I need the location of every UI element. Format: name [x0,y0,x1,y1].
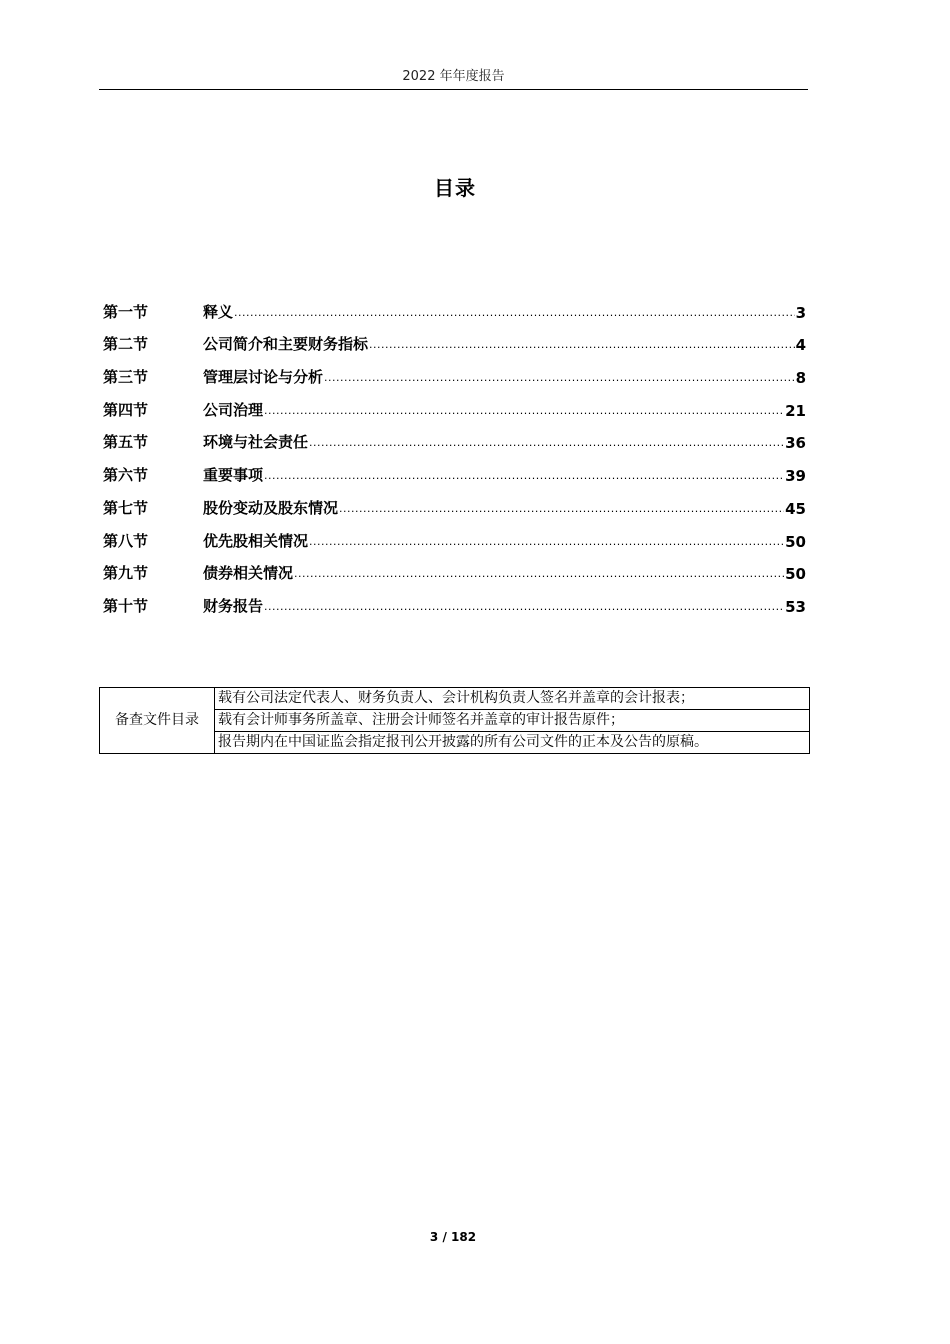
toc-section-number: 第三节 [103,368,149,387]
page-header [99,64,808,90]
toc-section-title: 公司简介和主要财务指标 [203,335,369,354]
toc-leader-dots [309,535,784,548]
toc-section-number: 第二节 [103,335,149,354]
toc-section-number: 第一节 [103,302,149,321]
toc-entry[interactable] [103,387,806,420]
toc-leader-dots [369,338,795,351]
toc-leader-dots [294,567,784,580]
toc-page-number: 39 [785,467,806,486]
toc-section-title: 释义 [203,302,234,321]
toc-section-number: 第四节 [103,400,149,419]
toc-page-number: 4 [795,336,806,355]
toc-section-title: 财务报告 [203,596,264,615]
toc-page-number: 53 [785,597,806,616]
toc-section-number: 第九节 [103,564,149,583]
toc-section-title: 股份变动及股东情况 [203,498,339,517]
toc-leader-dots [309,436,784,449]
toc-entry[interactable] [103,583,806,616]
toc-section-number: 第六节 [103,466,149,485]
reference-document-item: 载有会计师事务所盖章、注册会计师签名并盖章的审计报告原件； [215,710,810,732]
toc-section-number: 第八节 [103,531,149,550]
reference-document-item: 报告期内在中国证监会指定报刊公开披露的所有公司文件的正本及公告的原稿。 [215,732,810,754]
toc-leader-dots [324,371,795,384]
toc-page-number: 3 [795,303,806,322]
table-row [100,688,810,710]
toc-leader-dots [264,600,784,613]
toc-page-number: 50 [785,532,806,551]
toc-section-number: 第十节 [103,596,149,615]
toc-entry[interactable] [103,518,806,551]
toc-section-number: 第七节 [103,498,149,517]
toc-section-title: 管理层讨论与分析 [203,368,324,387]
toc-leader-dots [264,404,784,417]
page-number-indicator: 3 / 182 [429,1230,477,1244]
toc-section-title: 公司治理 [203,400,264,419]
toc-entry[interactable] [103,420,806,453]
toc-section-title: 优先股相关情况 [203,531,309,550]
toc-page-number: 45 [785,499,806,518]
toc-section-number: 第五节 [103,433,149,452]
toc-section-title: 债券相关情况 [203,564,294,583]
page-title: 目录 [434,176,476,200]
toc-leader-dots [264,469,784,482]
toc-entry[interactable] [103,551,806,584]
toc-entry[interactable] [103,485,806,518]
toc-section-title: 重要事项 [203,466,264,485]
toc-entry[interactable] [103,322,806,355]
toc-page-number: 21 [785,401,806,420]
toc-entry[interactable] [103,289,806,322]
toc-section-title: 环境与社会责任 [203,433,309,452]
table-of-contents [103,289,806,616]
toc-leader-dots [339,502,784,515]
reference-document-item: 载有公司法定代表人、财务负责人、会计机构负责人签名并盖章的会计报表； [215,688,810,710]
reference-documents-heading: 备查文件目录 [100,688,215,754]
toc-entry[interactable] [103,452,806,485]
toc-entry[interactable] [103,354,806,387]
header-text: 2022 年年度报告 [402,69,505,84]
reference-documents-table [99,687,810,754]
toc-page-number: 50 [785,565,806,584]
toc-page-number: 36 [785,434,806,453]
toc-page-number: 8 [795,369,806,388]
toc-leader-dots [234,306,795,319]
page-footer [0,1230,906,1244]
